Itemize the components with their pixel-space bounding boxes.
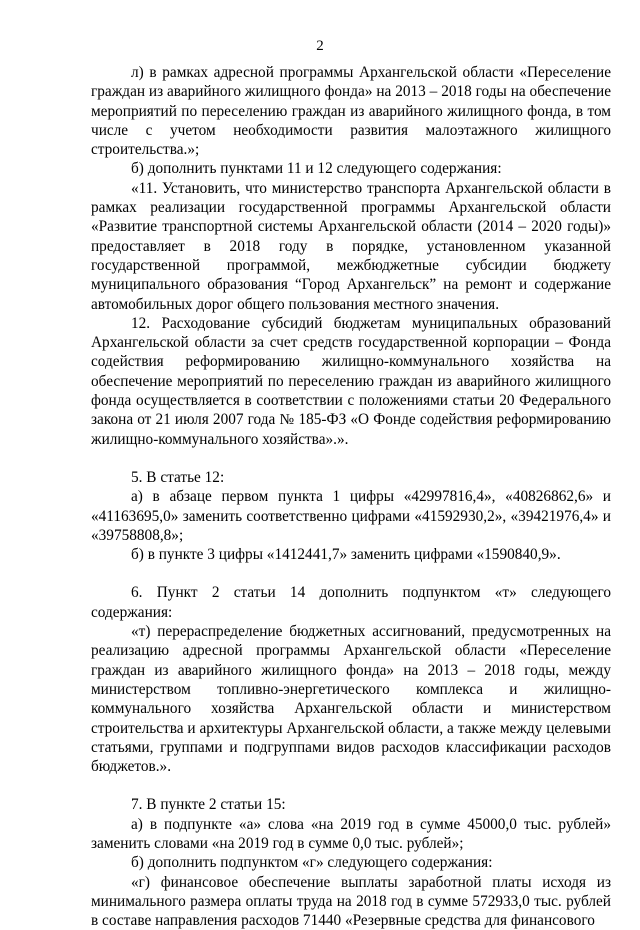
section-5-a: а) в абзаце первом пункта 1 цифры «42997816,4», «40826862,6» и «41163695,0» заменить соответственно цифрами «41592930,2», «39421976,4» и «39758808,8»;	[91, 488, 611, 544]
section-7-heading: 7. В пункте 2 статьи 15:	[131, 796, 286, 814]
document-body	[91, 63, 611, 930]
spacer	[91, 564, 611, 583]
section-6-t: «т) перераспределение бюджетных ассигнований, предусмотренных на реализацию адресной программы Архангельской области «Переселение граждан из аварийного жилищного фонда» на 2013 – 2018 годы, между министерством топливно-энергетического комплекса и жилищно-коммунального хозяйства Архангельской области и министерством строительства и архитектуры Архангельской области, а также между целевыми статьями, группами и подгруппами видов расходов классификации расходов бюджетов.».	[91, 623, 611, 776]
paragraph-11: «11. Установить, что министерство транспорта Архангельской области в рамках реализации государственной программы Архангельской области «Развитие транспортной системы Архангельской области (2014 – 2020 годы)» предоставляет в 2018 году в порядке, установленном указанной государственной программой, межбюджетные субсидии бюджету муниципального образования “Город Архангельск” на ремонт и содержание автомобильных дорог общего пользования местного значения.	[91, 179, 611, 313]
section-5-heading: 5. В статье 12:	[131, 468, 225, 486]
section-6-heading: 6. Пункт 2 статьи 14 дополнить подпунктом «т» следующего содержания:	[91, 584, 611, 621]
paragraph-l: л) в рамках адресной программы Архангельской области «Переселение граждан из аварийного жилищного фонда» на 2013 – 2018 годы на обеспечение мероприятий по переселению граждан из аварийного жилищного фонда, в том числе с учетом необходимости развития малоэтажного жилищного строительства.»;	[91, 64, 611, 159]
paragraph-12: 12. Расходование субсидий бюджетам муниципальных образований Архангельской области за счет средств государственной корпорации – Фонда содействия реформированию жилищно-коммунального хозяйства на обеспечение мероприятий по переселению граждан из аварийного жилищного фонда осуществляется в соответствии с положениями статьи 20 Федерального закона от 21 июля 2007 года № 185-ФЗ «О Фонде содействия реформированию жилищно-коммунального хозяйства».».	[91, 314, 611, 448]
section-5-b: б) в пункте 3 цифры «1412441,7» заменить цифрами «1590840,9».	[131, 546, 561, 564]
paragraph-b-add-11-12: б) дополнить пунктами 11 и 12 следующего содержания:	[131, 160, 502, 178]
page-number: 2	[316, 38, 324, 54]
section-7-g: «г) финансовое обеспечение выплаты заработной платы исходя из минимального размера оплаты труда на 2018 год в сумме 572933,0 тыс. рублей в составе направления расходов 71440 «Резервные средства для финансового	[91, 873, 611, 930]
spacer	[91, 776, 611, 795]
section-7-b: б) дополнить подпунктом «г» следующего содержания:	[131, 854, 493, 872]
section-7-a: а) в подпункте «а» слова «на 2019 год в сумме 45000,0 тыс. рублей» заменить словами «на 2019 год в сумме 0,0 тыс. рублей»;	[91, 815, 611, 852]
spacer	[91, 449, 611, 468]
